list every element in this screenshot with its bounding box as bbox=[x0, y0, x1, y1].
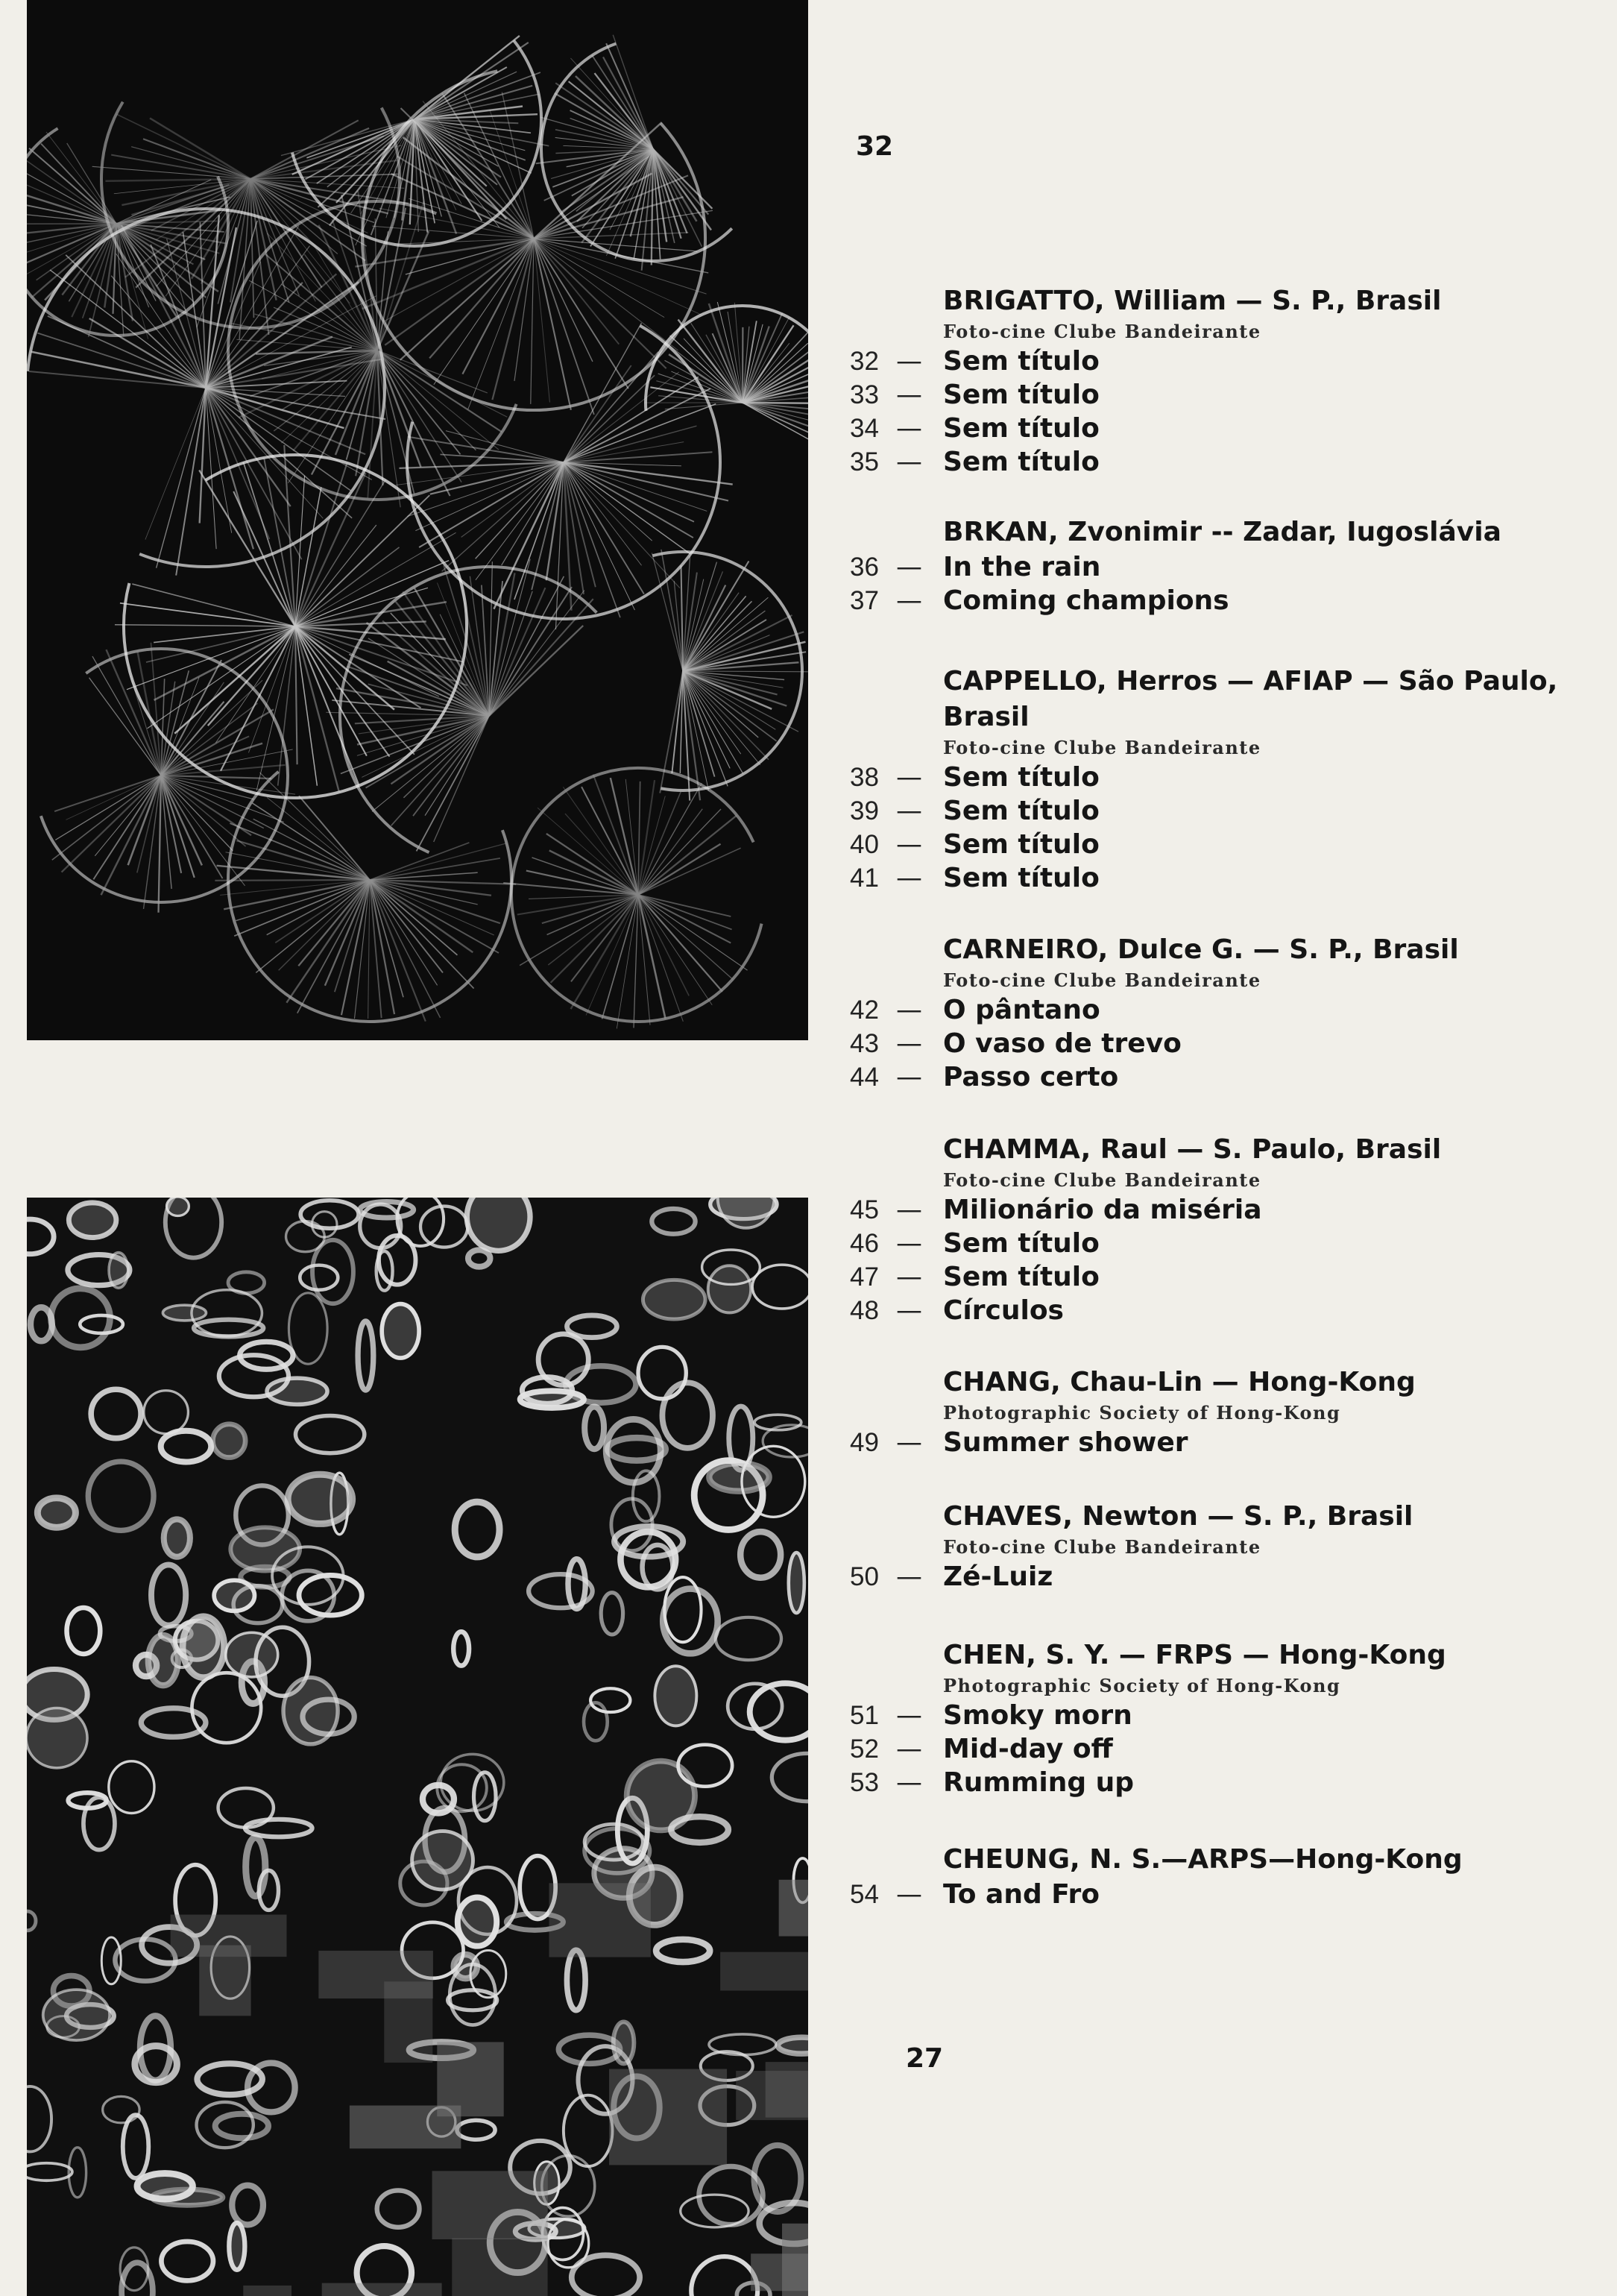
texture-shade bbox=[751, 2253, 808, 2291]
work-title: Sem título bbox=[943, 863, 1100, 893]
work-item bbox=[850, 1227, 1610, 1260]
texture-shade bbox=[437, 2042, 503, 2116]
work-item bbox=[850, 861, 1610, 895]
work-number: 47 bbox=[850, 1262, 879, 1292]
texture-cell bbox=[708, 1265, 751, 1312]
dash-separator: — bbox=[896, 1262, 922, 1292]
texture-cell bbox=[789, 1553, 804, 1613]
texture-shade bbox=[766, 2062, 808, 2117]
work-number: 35 bbox=[850, 447, 879, 477]
work-title: Sem título bbox=[943, 1262, 1100, 1292]
work-item bbox=[850, 550, 1610, 584]
texture-cell bbox=[167, 1198, 189, 1215]
work-title: Sem título bbox=[943, 380, 1100, 410]
work-item bbox=[850, 378, 1610, 412]
texture-cell bbox=[382, 1304, 419, 1358]
club-name: Foto-cine Clube Bandeirante bbox=[943, 1536, 1261, 1558]
texture-cell bbox=[229, 2223, 245, 2270]
club-name: Foto-cine Clube Bandeirante bbox=[943, 1169, 1261, 1191]
club-name: Foto-cine Clube Bandeirante bbox=[943, 321, 1261, 342]
texture-cell bbox=[183, 1617, 224, 1678]
work-number: 44 bbox=[850, 1063, 879, 1092]
texture-cell bbox=[212, 1424, 245, 1458]
texture-cell bbox=[69, 1203, 116, 1238]
texture-cell bbox=[230, 1527, 300, 1570]
club-name: Foto-cine Clube Bandeirante bbox=[943, 737, 1261, 758]
work-number: 37 bbox=[850, 586, 879, 615]
work-item bbox=[850, 584, 1610, 617]
texture-cell bbox=[614, 2022, 634, 2063]
dash-separator: — bbox=[896, 553, 922, 582]
texture-cell bbox=[27, 1708, 87, 1768]
author-name: CHAMMA, Raul — S. Paulo, Brasil bbox=[943, 1134, 1442, 1165]
work-item bbox=[850, 993, 1610, 1027]
dash-separator: — bbox=[896, 1880, 922, 1910]
dash-separator: — bbox=[896, 1229, 922, 1259]
texture-cell bbox=[412, 1831, 473, 1890]
work-item bbox=[850, 794, 1610, 828]
work-number: 43 bbox=[850, 1029, 879, 1058]
work-title: O pântano bbox=[943, 995, 1100, 1025]
author-name: CHAVES, Newton — S. P., Brasil bbox=[943, 1501, 1413, 1532]
texture-cell bbox=[43, 1990, 110, 2040]
catalog-entry bbox=[850, 664, 1610, 895]
catalog-entry bbox=[850, 1842, 1610, 1911]
texture-cell bbox=[778, 2037, 808, 2054]
work-item bbox=[850, 1426, 1610, 1459]
texture-shade bbox=[720, 1952, 808, 1991]
work-number: 33 bbox=[850, 380, 879, 409]
dash-separator: — bbox=[896, 1296, 922, 1326]
texture-cell bbox=[109, 1253, 128, 1289]
dash-separator: — bbox=[896, 380, 922, 410]
abstract-texture-photograph bbox=[27, 1198, 808, 2296]
work-item bbox=[850, 412, 1610, 445]
texture-cell bbox=[458, 1898, 497, 1946]
work-number: 50 bbox=[850, 1562, 879, 1591]
dash-separator: — bbox=[896, 1562, 922, 1592]
dash-separator: — bbox=[896, 1029, 922, 1059]
texture-shade bbox=[452, 2238, 547, 2296]
texture-cell bbox=[467, 1198, 530, 1251]
work-number: 48 bbox=[850, 1296, 879, 1325]
work-title: Sem título bbox=[943, 1228, 1100, 1259]
author-name: CHEN, S. Y. — FRPS — Hong-Kong bbox=[943, 1640, 1446, 1670]
texture-cell bbox=[164, 1519, 190, 1556]
work-number: 46 bbox=[850, 1229, 879, 1258]
work-title: Zé-Luiz bbox=[943, 1561, 1053, 1592]
catalog-entry bbox=[850, 932, 1610, 1094]
catalog-entry bbox=[850, 1365, 1610, 1459]
texture-cell bbox=[709, 1463, 769, 1491]
work-number: 39 bbox=[850, 796, 879, 825]
work-item bbox=[850, 1294, 1610, 1327]
coral-photograph-image bbox=[27, 0, 808, 1040]
texture-cell bbox=[37, 1498, 75, 1528]
texture-cell bbox=[288, 1474, 353, 1523]
work-title: Passo certo bbox=[943, 1062, 1119, 1092]
author-name: CHANG, Chau-Lin — Hong-Kong bbox=[943, 1367, 1416, 1397]
work-title: To and Fro bbox=[943, 1879, 1100, 1910]
abstract-texture-photograph-image bbox=[27, 1198, 808, 2296]
work-item bbox=[850, 1193, 1610, 1227]
work-number: 40 bbox=[850, 830, 879, 859]
catalog-entry bbox=[850, 1499, 1610, 1594]
work-title: Sem título bbox=[943, 796, 1100, 826]
work-item bbox=[850, 1766, 1610, 1799]
work-title: Sem título bbox=[943, 762, 1100, 793]
work-title: Summer shower bbox=[943, 1427, 1188, 1458]
work-number: 52 bbox=[850, 1734, 879, 1764]
texture-shade bbox=[199, 1946, 250, 2016]
work-title: Sem título bbox=[943, 413, 1100, 444]
texture-shade bbox=[350, 2106, 461, 2149]
texture-cell bbox=[137, 2174, 192, 2199]
texture-shade bbox=[779, 1880, 808, 1937]
work-item bbox=[850, 445, 1610, 479]
work-title: Smoky morn bbox=[943, 1700, 1132, 1731]
coral-photograph bbox=[27, 0, 808, 1040]
texture-shade bbox=[322, 2283, 442, 2296]
catalog-entry bbox=[850, 1132, 1610, 1327]
work-number: 51 bbox=[850, 1701, 879, 1730]
dash-separator: — bbox=[896, 347, 922, 377]
work-number: 45 bbox=[850, 1195, 879, 1224]
work-title: Sem título bbox=[943, 829, 1100, 860]
work-number: 53 bbox=[850, 1768, 879, 1797]
texture-cell bbox=[643, 1280, 705, 1319]
work-item bbox=[850, 1027, 1610, 1060]
work-number: 32 bbox=[850, 347, 879, 376]
texture-shade bbox=[609, 2069, 727, 2166]
work-title: Círculos bbox=[943, 1295, 1064, 1326]
dash-separator: — bbox=[896, 1428, 922, 1458]
author-name: BRKAN, Zvonimir -- Zadar, Iugoslávia bbox=[943, 517, 1501, 547]
dash-separator: — bbox=[896, 1734, 922, 1764]
club-name: Photographic Society of Hong-Kong bbox=[943, 1402, 1341, 1424]
texture-cell bbox=[163, 1305, 206, 1321]
work-item bbox=[850, 1560, 1610, 1594]
author-name: CARNEIRO, Dulce G. — S. P., Brasil bbox=[943, 934, 1459, 965]
work-item bbox=[850, 828, 1610, 861]
dash-separator: — bbox=[896, 447, 922, 477]
work-item bbox=[850, 1260, 1610, 1294]
dash-separator: — bbox=[896, 1063, 922, 1092]
work-item bbox=[850, 1878, 1610, 1911]
work-title: Coming champions bbox=[943, 585, 1229, 616]
work-number: 34 bbox=[850, 414, 879, 443]
work-number: 54 bbox=[850, 1880, 879, 1909]
texture-cell bbox=[226, 1632, 278, 1677]
work-item bbox=[850, 345, 1610, 378]
texture-shade bbox=[549, 1883, 650, 1957]
dash-separator: — bbox=[896, 1701, 922, 1731]
work-number: 42 bbox=[850, 996, 879, 1025]
dash-separator: — bbox=[896, 1768, 922, 1798]
work-number: 36 bbox=[850, 553, 879, 582]
dash-separator: — bbox=[896, 864, 922, 893]
work-number: 49 bbox=[850, 1428, 879, 1457]
work-title: In the rain bbox=[943, 552, 1101, 582]
texture-shade bbox=[384, 1981, 432, 2063]
texture-cell bbox=[655, 1666, 696, 1726]
dash-separator: — bbox=[896, 763, 922, 793]
work-item bbox=[850, 1732, 1610, 1766]
work-title: Sem título bbox=[943, 346, 1100, 377]
author-name: CHEUNG, N. S.—ARPS—Hong-Kong bbox=[943, 1844, 1463, 1875]
work-title: O vaso de trevo bbox=[943, 1028, 1182, 1059]
work-item bbox=[850, 761, 1610, 794]
page-number-bottom: 27 bbox=[906, 2043, 944, 2074]
dash-separator: — bbox=[896, 1195, 922, 1225]
dash-separator: — bbox=[896, 830, 922, 860]
catalog-entry bbox=[850, 515, 1610, 617]
texture-shade bbox=[243, 2286, 291, 2296]
work-title: Sem título bbox=[943, 447, 1100, 477]
work-title: Rumming up bbox=[943, 1767, 1135, 1798]
catalog-entry bbox=[850, 1638, 1610, 1799]
work-number: 41 bbox=[850, 864, 879, 893]
author-name: BRIGATTO, William — S. P., Brasil bbox=[943, 286, 1442, 316]
work-title: Milionário da miséria bbox=[943, 1195, 1262, 1225]
dash-separator: — bbox=[896, 414, 922, 444]
work-title: Mid-day off bbox=[943, 1734, 1113, 1764]
work-item bbox=[850, 1699, 1610, 1732]
work-item bbox=[850, 1060, 1610, 1094]
catalog-entry bbox=[850, 283, 1610, 479]
dash-separator: — bbox=[896, 586, 922, 616]
work-number: 38 bbox=[850, 763, 879, 792]
author-name: CAPPELLO, Herros — AFIAP — São Paulo, Brasil bbox=[943, 666, 1558, 732]
club-name: Photographic Society of Hong-Kong bbox=[943, 1675, 1341, 1696]
texture-cell bbox=[148, 1635, 178, 1685]
texture-shade bbox=[432, 2171, 548, 2239]
club-name: Foto-cine Clube Bandeirante bbox=[943, 969, 1261, 991]
dash-separator: — bbox=[896, 996, 922, 1025]
dash-separator: — bbox=[896, 796, 922, 826]
page-number-top: 32 bbox=[856, 131, 894, 162]
